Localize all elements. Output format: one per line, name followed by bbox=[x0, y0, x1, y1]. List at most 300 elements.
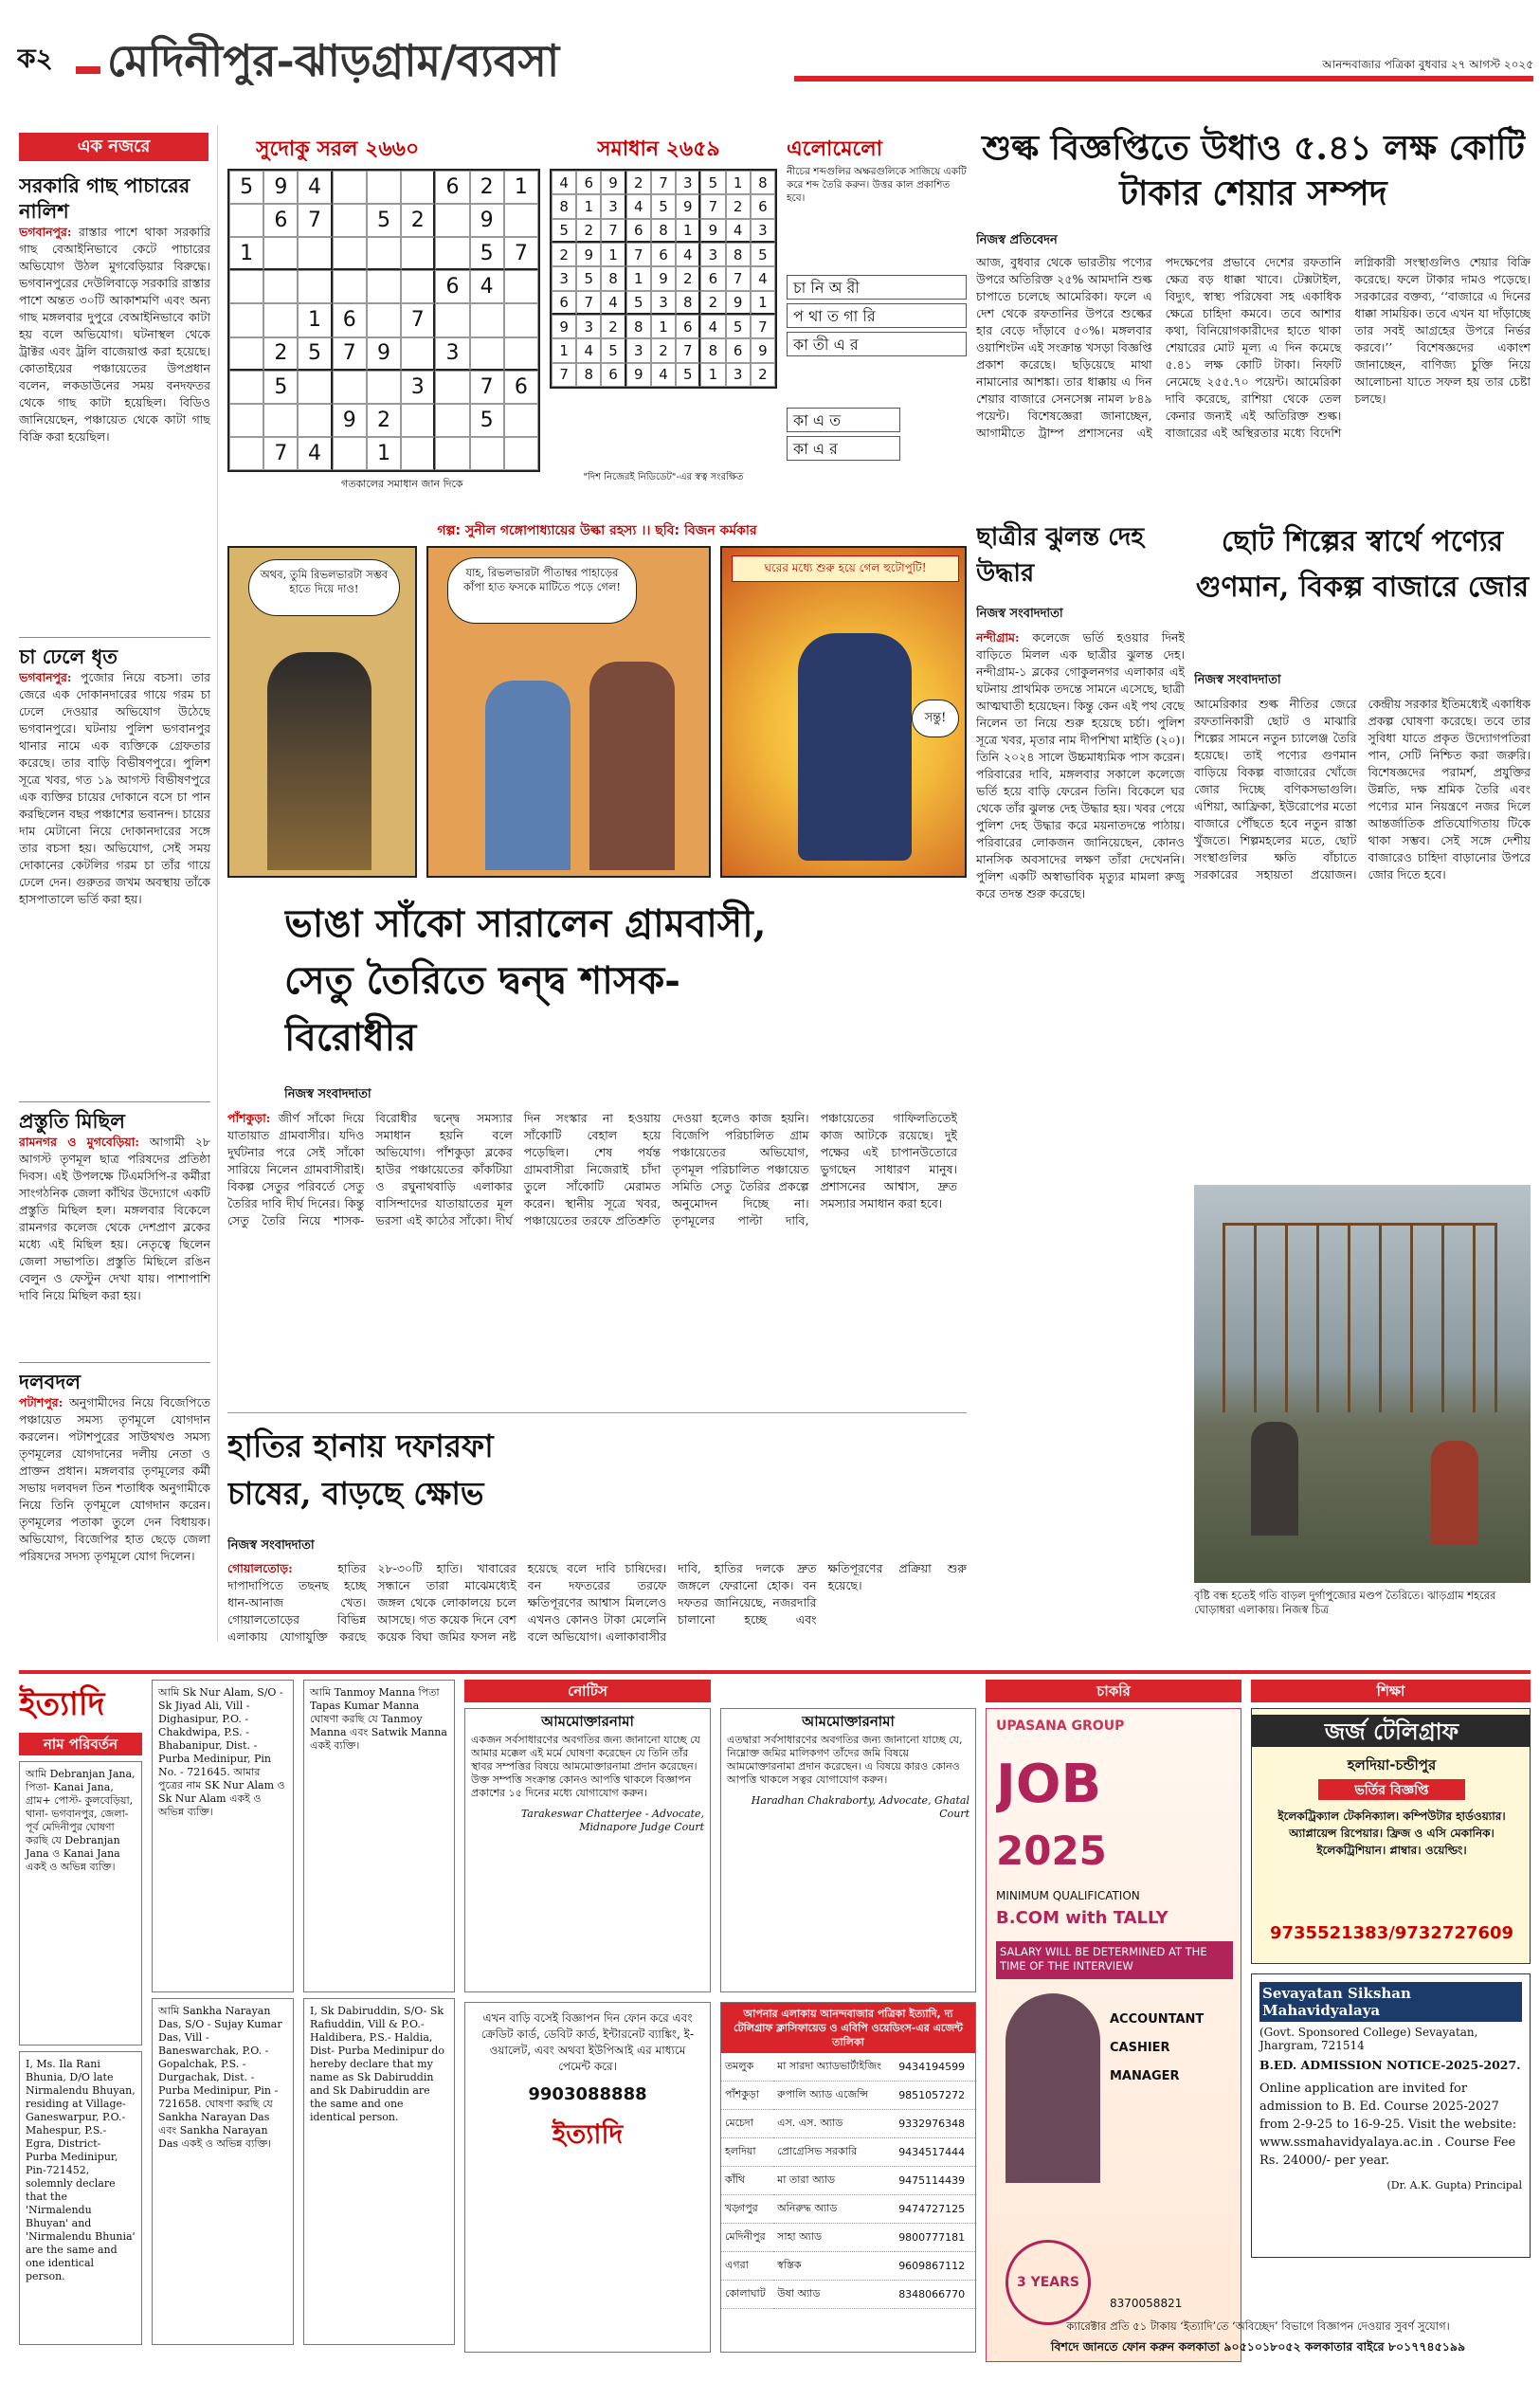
agents-box bbox=[720, 2002, 976, 2353]
agent-row bbox=[721, 2053, 975, 2082]
sudoku-cell: 7 bbox=[333, 337, 367, 371]
sudoku-cell: 4 bbox=[298, 437, 332, 470]
sudoku-cell[interactable] bbox=[298, 270, 332, 303]
solution-cell: 5 bbox=[576, 266, 601, 290]
sudoku-cell[interactable] bbox=[333, 437, 367, 470]
solution-footer: "দিশ নিজেরই নিডিডেট"-এর স্বত্ব সংরক্ষিত bbox=[583, 472, 744, 482]
solution-cell: 9 bbox=[726, 291, 751, 315]
sidebar bbox=[19, 125, 218, 1642]
comic-figure bbox=[589, 662, 675, 870]
sudoku-cell: 3 bbox=[435, 337, 469, 371]
lead-story bbox=[976, 125, 1531, 514]
student-byline: নিজস্ব সংবাদদাতা bbox=[976, 607, 1063, 621]
sudoku-grid[interactable] bbox=[227, 169, 540, 472]
classifieds-brand: ইত্যাদি bbox=[19, 1685, 105, 1723]
ad-booking-phone[interactable]: 9903088888 bbox=[528, 2084, 647, 2104]
msme-story bbox=[1194, 519, 1531, 1173]
education-tag: শিক্ষা bbox=[1251, 1680, 1531, 1702]
sudoku-cell: 2 bbox=[401, 204, 435, 237]
sudoku-cell[interactable] bbox=[263, 303, 298, 336]
solution-cell: 7 bbox=[576, 291, 601, 315]
sudoku-cell[interactable] bbox=[470, 437, 504, 470]
sudoku-panel bbox=[227, 133, 540, 493]
job-fair-ad[interactable] bbox=[986, 1708, 1241, 2362]
agent-phone[interactable]: 8348066770 bbox=[895, 2281, 975, 2309]
solution-cell: 6 bbox=[576, 171, 601, 194]
classified-ad: I, Ms. Ila Rani Bhunia, D/O late Nirmalendu Bhuyan, residing at Village- Ganeswarpur, P.O.- Mahespur, P.S.- Egra, District- Purba Medinipur, Pin-721452, solemnly declare that the 'Nirmalendu Bhuyan' and 'Nirmalendu Bhunia' are the same and one identical person. bbox=[19, 2051, 142, 2345]
solution-cell: 3 bbox=[576, 315, 601, 338]
solution-cell: 9 bbox=[676, 194, 700, 218]
sudoku-cell[interactable] bbox=[401, 437, 435, 470]
brief-body: পুজোর নিয়ে বচসা। তার জেরে এক দোকানদারের গায়ে গরম চা ঢেলে দেওয়ার অভিযোগ উঠেছে ভগবানপুরে। ঘটনায় পুলিশ ভগবানপুর থানার নামে এক ব্যক্তিকে গ্রেফতার করেছে। তার বাড়ি বিভীষণপুরে। পুলিশ সূত্রে খবর, গত ১৯ আগস্ট বিভীষণপুরে এক ব্যক্তির চায়ের দোকানে বসে চা পান করছিলেন বছর পঞ্চাশের ভবানন্দ। চায়ের দাম মেটানো নিয়ে দোকানদারের সঙ্গে তার বচসা হয়। অভিযোগ, সেই সময় দোকানের কেটলির গরম চা তাঁর গায়ে ঢেলে দেন। গুরুতর জখম অবস্থায় তাঁকে হাসপাতালে ভর্তি করা হয়। bbox=[19, 670, 210, 906]
sudoku-cell: 6 bbox=[333, 303, 367, 336]
solution-cell: 2 bbox=[626, 171, 651, 194]
sudoku-cell[interactable] bbox=[229, 270, 263, 303]
classifieds-section bbox=[19, 1680, 455, 2362]
classified-ad: আমি Sk Nur Alam, S/O - Sk Jiyad Ali, Vill - Dighasipur, P.O. - Chakdwipa, P.S. - Bhabanipur, Dist. - Purba Medinipur, Pin No. - 721645. আমার পুত্রের নাম SK Nur Alam ও Sk Nur Alam একই ও অভিন্ন ব্যক্তি। bbox=[152, 1680, 294, 1992]
solution-cell: 1 bbox=[576, 194, 601, 218]
school-title: জর্জ টেলিগ্রাফ bbox=[1252, 1715, 1531, 1747]
college-name: Sevayatan Sikshan Mahavidyalaya bbox=[1259, 1982, 1522, 2022]
worker-figure bbox=[1251, 1422, 1298, 1536]
sudoku-cell: 6 bbox=[504, 371, 538, 404]
agent-name: রুপালি অ্যাড এজেন্সি bbox=[773, 2082, 895, 2110]
solution-cell: 7 bbox=[626, 243, 651, 266]
solution-cell: 2 bbox=[601, 315, 625, 338]
experience-badge: 3 YEARS bbox=[1006, 2240, 1091, 2325]
agent-area: হলদিয়া bbox=[721, 2138, 773, 2167]
solution-cell: 7 bbox=[651, 171, 676, 194]
solution-cell: 8 bbox=[601, 266, 625, 290]
sudoku-cell[interactable] bbox=[333, 171, 367, 204]
comic-panel-1 bbox=[227, 546, 417, 878]
sudoku-cell[interactable] bbox=[401, 171, 435, 204]
job-fair-title: JOB bbox=[996, 1754, 1102, 1815]
solution-cell: 7 bbox=[552, 363, 576, 387]
solution-cell: 8 bbox=[651, 219, 676, 243]
notice-sign: Haradhan Chakraborty, Advocate, Ghatal Court bbox=[751, 1794, 969, 1820]
sudoku-cell: 2 bbox=[470, 171, 504, 204]
solution-cell: 7 bbox=[676, 338, 700, 362]
page-number: ক২ bbox=[17, 43, 53, 74]
admission-label: ভর্তির বিজ্ঞপ্তি bbox=[1318, 1779, 1465, 1800]
solution-cell: 2 bbox=[726, 194, 751, 218]
solution-cell: 7 bbox=[700, 194, 725, 218]
solution-cell: 4 bbox=[576, 338, 601, 362]
agent-area: এগরা bbox=[721, 2252, 773, 2281]
sudoku-cell[interactable] bbox=[504, 337, 538, 371]
sudoku-cell[interactable] bbox=[504, 437, 538, 470]
sudoku-cell: 4 bbox=[298, 171, 332, 204]
agents-title: আপনার এলাকায় আনন্দবাজার পত্রিকা ইত্যাদি, দ্য টেলিগ্রাফ ক্লাসিফায়েড ও এবিপি ওয়েডিংস-এর এজেন্ট তালিকা bbox=[721, 2003, 975, 2053]
notice-body: এতদ্বারা সর্বসাধারণের অবগতির জন্য জানানো যাচ্ছে যে, নিম্নোক্ত জমির মালিকগণ তাঁদের জমি বিষয়ে আমমোক্তারনামা প্রদান করেছেন। এ বিষয়ে কারও কোনও আপত্তি থাকলে সত্বর যোগাযোগ করুন। bbox=[727, 1734, 963, 1786]
college-body: Online application are invited for admission to B. Ed. Course 2025-2027 from 2-9-25 to 16-9-25. Visit the website: www.ssmahavidyalaya.ac.in . Course Fee Rs. 24000/- per year. bbox=[1259, 2082, 1517, 2168]
classified-ad: আমি Tanmoy Manna পিতা Tapas Kumar Manna ঘোষণা করছি যে Tanmoy Manna এবং Satwik Manna একই ব্যক্তি। bbox=[303, 1680, 455, 1992]
sidebar-tag: এক নজরে bbox=[19, 133, 208, 161]
solution-cell: 5 bbox=[751, 243, 775, 266]
brief-place: রামনগর ও মুগবেড়িয়া: bbox=[19, 1135, 139, 1149]
sudoku-cell[interactable] bbox=[229, 337, 263, 371]
candidate-figure bbox=[1006, 1993, 1100, 2183]
caption-box: ঘরের মধ্যে শুরু হয়ে গেল হুটোপুটি! bbox=[732, 555, 959, 582]
sudoku-cell: 5 bbox=[470, 237, 504, 270]
solution-cell: 6 bbox=[651, 243, 676, 266]
sudoku-cell[interactable] bbox=[263, 270, 298, 303]
comic-strip bbox=[227, 519, 967, 889]
solution-cell: 8 bbox=[676, 291, 700, 315]
comic-figure bbox=[798, 633, 912, 861]
header-rule-left bbox=[76, 66, 100, 74]
sudoku-cell[interactable] bbox=[504, 270, 538, 303]
sudoku-cell[interactable] bbox=[504, 204, 538, 237]
solution-cell: 3 bbox=[651, 291, 676, 315]
elephant-story bbox=[227, 1412, 967, 1659]
agent-phone[interactable]: 9851057272 bbox=[895, 2082, 975, 2110]
sudoku-cell: 5 bbox=[367, 204, 401, 237]
notice-box-1 bbox=[464, 1708, 711, 1992]
telegraph-ad[interactable] bbox=[1251, 1708, 1531, 1964]
sudoku-cell[interactable] bbox=[470, 303, 504, 336]
brief-title: চা ঢেলে ধৃত bbox=[19, 645, 118, 668]
solution-cell: 4 bbox=[626, 194, 651, 218]
solution-cell: 4 bbox=[651, 363, 676, 387]
brief-title: সরকারি গাছ পাচারের নালিশ bbox=[19, 173, 190, 223]
agent-area: তমলুক bbox=[721, 2053, 773, 2082]
solution-cell: 6 bbox=[601, 363, 625, 387]
classified-ad: I, Sk Dabiruddin, S/O- Sk Rafiuddin, Vill & P.O.- Haldibera, P.S.- Haldia, Dist- Purba Medinipur do hereby declare that my name as Sk Dabiruddin and Sk Dabiruddin are the same and one identical person. bbox=[303, 1998, 455, 2345]
solution-cell: 9 bbox=[751, 338, 775, 362]
notice-sign: Tarakeswar Chatterjee - Advocate, Midnapore Judge Court bbox=[520, 1808, 704, 1833]
sudoku-cell: 9 bbox=[333, 404, 367, 437]
student-story bbox=[976, 519, 1185, 1657]
scaffold-graphic bbox=[1223, 1223, 1497, 1412]
solution-cell: 5 bbox=[726, 315, 751, 338]
solution-cell: 9 bbox=[601, 171, 625, 194]
comic-panel-3 bbox=[720, 546, 967, 878]
qualification-value: B.COM with TALLY bbox=[996, 1908, 1169, 1928]
photo-caption: বৃষ্টি বন্ধ হতেই গতি বাড়ল দুর্গাপুজোর মণ্ডপ তৈরিতে। ঝাড়গ্রাম শহরের ঘোড়াধরা এলাকায়। নিজস্ব চিত্র bbox=[1194, 1589, 1496, 1616]
solution-cell: 1 bbox=[651, 315, 676, 338]
msme-headline: ছোট শিল্পের স্বার্থে পণ্যের গুণমান, বিকল্প বাজারে জোর bbox=[1195, 525, 1530, 604]
brief-title: দলবদল bbox=[19, 1370, 82, 1393]
brief-title: প্রস্তুতি মিছিল bbox=[19, 1109, 125, 1133]
solution-cell: 9 bbox=[576, 243, 601, 266]
student-body: কলেজে ভর্তি হওয়ার দিনই বাড়িতে মিলল এক ছাত্রীর ঝুলন্ত দেহ। নন্দীগ্রাম-১ ব্লকের গোকুলনগর এলাকার এই ঘটনায় প্রাথমিক তদন্তে সামনে এসেছে, ছাত্রী আত্মঘাতী হয়েছেন। কিন্তু কেন এই পথ বেছে নিলেন তা নিয়ে শুরু হয়েছে চর্চা। পুলিশ সূত্রে খবর, মৃতার নাম দীপশিখা মাইতি (২০)। তিনি ২০২৪ সালে উচ্চমাধ্যমিক পাস করেন। পরিবারের দাবি, মঙ্গলবার সকালে কলেজে ভর্তি হয়ে বাড়ি ফেরেন তিনি। বিকেলে ঘর থেকে তাঁর ঝুলন্ত দেহ উদ্ধার হয়। খবর পেয়ে পুলিশ দেহ উদ্ধার করে ময়নাতদন্তে পাঠায়। পরিবারের লোকজন জানিয়েছেন, কোনও মানসিক অবসাদের লক্ষণ তাঁরা দেখেননি। পুলিশ একটি অস্বাভাবিক মৃত্যুর মামলা রুজু করে তদন্ত শুরু করেছে। bbox=[976, 630, 1185, 900]
school-phones[interactable]: 9735521383/9732727609 bbox=[1269, 1923, 1514, 1943]
solution-title: সমাধান ২৬৫৯ bbox=[597, 136, 720, 161]
sudoku-title: সুদোকু সরল ২৬৬০ bbox=[256, 136, 420, 161]
agent-name: সাহা অ্যাড bbox=[773, 2224, 895, 2252]
solution-cell: 8 bbox=[751, 171, 775, 194]
solution-cell: 3 bbox=[552, 266, 576, 290]
sudoku-cell[interactable] bbox=[401, 337, 435, 371]
solution-cell: 8 bbox=[726, 243, 751, 266]
bridge-story bbox=[227, 896, 967, 1408]
sudoku-cell: 1 bbox=[367, 437, 401, 470]
sudoku-cell[interactable] bbox=[229, 437, 263, 470]
brief-4 bbox=[19, 1362, 210, 1642]
jumble-panel bbox=[787, 133, 967, 493]
agents-table bbox=[721, 2053, 975, 2309]
solution-cell: 2 bbox=[751, 363, 775, 387]
college-sign: (Dr. A.K. Gupta) Principal bbox=[1386, 2179, 1522, 2191]
notices-section bbox=[464, 1680, 976, 2362]
jumble-word-3: কা তী এ র bbox=[787, 332, 967, 356]
solution-cell: 5 bbox=[626, 291, 651, 315]
solution-cell: 1 bbox=[626, 266, 651, 290]
agent-row bbox=[721, 2082, 975, 2110]
sudoku-cell[interactable] bbox=[367, 171, 401, 204]
sudoku-cell[interactable] bbox=[401, 404, 435, 437]
comic-figure bbox=[485, 681, 571, 870]
solution-cell: 2 bbox=[700, 291, 725, 315]
sudoku-cell[interactable] bbox=[504, 404, 538, 437]
brief-body: রাস্তার পাশে থাকা সরকারি গাছ বেআইনিভাবে কেটে পাচারের অভিযোগ উঠল মুগবেড়িয়ার বিরুদ্ধে। ভগবানপুরের দেউলিবাড়ে সরকারি রাস্তার পাশে অন্তত ৩০টি আকাশমণি এবং অন্য গাছ মঙ্গলবার দুপুরে বেআইনিভাবে কাটা হয় বলে অভিযোগ। ঘটনাস্থল থেকে ট্রাক্টর এবং ট্রলি বাজেয়াপ্ত করা হয়েছে। কোতাইয়ের পঞ্চায়েতের উপপ্রধান বলেন, লকডাউনের সময় বনদফতর থেকে গাছ কাটা হয়েছিল। বিডিও জানিয়েছেন, পঞ্চায়েত থেকে কাটা গাছ বিক্রি করা হয়েছিল। bbox=[19, 225, 210, 444]
speech-bubble: যাহ, রিভলভারটা পীতাম্বর পাহাড়ের কাঁপা হাত ফসকে মাটিতে পড়ে গেল! bbox=[447, 557, 637, 624]
sudoku-cell: 1 bbox=[504, 171, 538, 204]
sudoku-cell: 6 bbox=[435, 270, 469, 303]
sudoku-cell[interactable] bbox=[401, 270, 435, 303]
company-name: UPASANA GROUP bbox=[996, 1718, 1125, 1734]
page-header bbox=[17, 28, 1533, 85]
solution-cell: 7 bbox=[601, 219, 625, 243]
sudoku-cell[interactable] bbox=[367, 237, 401, 270]
notice-body: একজন সর্বসাধারণের অবগতির জন্য জানানো যাচ্ছে যে আমার মক্কেল এই মর্মে ঘোষণা করেছেন যে তিনি তাঁর স্থাবর সম্পত্তির বিষয়ে আমমোক্তারনামা প্রদান করেছেন। উক্ত সম্পত্তি সংক্রান্ত কোনও আপত্তি থাকলে বিজ্ঞাপন প্রকাশের ১৫ দিনের মধ্যে যোগাযোগ করুন। bbox=[471, 1734, 700, 1799]
bridge-byline: নিজস্ব সংবাদদাতা bbox=[284, 1087, 371, 1101]
sudoku-cell: 2 bbox=[367, 404, 401, 437]
college-ad bbox=[1251, 1973, 1531, 2258]
solution-cell: 2 bbox=[576, 219, 601, 243]
sudoku-cell[interactable] bbox=[263, 404, 298, 437]
news-photo bbox=[1194, 1185, 1531, 1630]
agent-phone[interactable]: 9609867112 bbox=[895, 2252, 975, 2281]
sudoku-cell[interactable] bbox=[504, 303, 538, 336]
lead-headline: শুল্ক বিজ্ঞপ্তিতে উধাও ৫.৪১ লক্ষ কোটি টাকার শেয়ার সম্পদ bbox=[982, 128, 1525, 213]
sudoku-cell[interactable] bbox=[298, 404, 332, 437]
sudoku-cell[interactable] bbox=[333, 270, 367, 303]
solution-cell: 7 bbox=[751, 315, 775, 338]
bridge-body: জীর্ণ সাঁকো দিয়ে যাতায়াত গ্রামবাসীর। যদিও দুর্ঘটনার পরে সেই সাঁকো সারিয়ে নিলেন গ্রামবাসীরাই। বিকল্প সেতুর পরিবর্তে সেতু তৈরির দাবি দীর্ঘ দিনের। কিন্তু সেতু তৈরি নিয়ে শাসক-বিরোধীর দ্বন্দ্বে সমস্যার সমাধান হয়নি বলে অভিযোগ। পাঁশকুড়া ব্লকের হাউর পঞ্চায়েতের কাঁকটিয়া ও রঘুনাথবাড়ি এলাকার বাসিন্দাদের যাতায়াতের মূল ভরসা এই কাঠের সাঁকো। দীর্ঘ দিন সংস্কার না হওয়ায় সাঁকোটি বেহাল হয়ে পড়েছিল। শেষ পর্যন্ত গ্রামবাসীরা নিজেরাই চাঁদা তুলে সাঁকোটি মেরামত করেন। স্থানীয় সূত্রে খবর, পঞ্চায়েতের তরফে প্রতিশ্রুতি দেওয়া হলেও কাজ হয়নি। বিজেপি পরিচালিত গ্রাম পঞ্চায়েতের অভিযোগ, তৃণমূল পরিচালিত পঞ্চায়েত সমিতি সেতু তৈরির প্রকল্পে অনুমোদন দিচ্ছে না। তৃণমূলের পাল্টা দাবি, পঞ্চায়েতের গাফিলতিতেই কাজ আটকে রয়েছে। দুই পক্ষের এই চাপানউতোরে ভুগছেন সাধারণ মানুষ। প্রশাসনের আশ্বাস, দ্রুত সমস্যার সমাধান করা হবে। bbox=[227, 1111, 957, 1227]
jobs-section bbox=[986, 1680, 1241, 2362]
sudoku-cell[interactable] bbox=[333, 371, 367, 404]
notices-tag: নোটিস bbox=[464, 1680, 711, 1702]
sudoku-cell: 5 bbox=[298, 337, 332, 371]
solution-cell: 5 bbox=[552, 219, 576, 243]
header-rule-right bbox=[794, 76, 1533, 82]
agent-area: মেদিনীপুর bbox=[721, 2224, 773, 2252]
solution-cell: 5 bbox=[651, 194, 676, 218]
agent-row bbox=[721, 2224, 975, 2252]
sudoku-cell[interactable] bbox=[435, 237, 469, 270]
sudoku-cell[interactable] bbox=[435, 303, 469, 336]
agent-name: মা তারা অ্যাড bbox=[773, 2167, 895, 2195]
jumble-title: এলোমেলো bbox=[787, 136, 883, 161]
school-branch: হলদিয়া-চন্ডীপুর bbox=[1347, 1756, 1437, 1773]
sudoku-cell[interactable] bbox=[333, 204, 367, 237]
jumble-word-1: চা নি অ রী bbox=[787, 275, 967, 300]
brief-3 bbox=[19, 1101, 210, 1348]
solution-cell: 1 bbox=[676, 219, 700, 243]
brief-2 bbox=[19, 637, 210, 1082]
jumble-intro: নীচের শব্দগুলির অক্ষরগুলিকে সাজিয়ে একটি করে শব্দ তৈরি করুন। উত্তর কাল প্রকাশিত হবে। bbox=[787, 166, 967, 204]
sudoku-cell: 1 bbox=[229, 237, 263, 270]
admission-notice: B.ED. ADMISSION NOTICE-2025-2027. bbox=[1259, 2058, 1521, 2072]
solution-panel bbox=[550, 133, 777, 493]
solution-cell: 6 bbox=[676, 315, 700, 338]
sudoku-cell: 7 bbox=[263, 437, 298, 470]
bridge-place: পাঁশকুড়া: bbox=[227, 1111, 271, 1125]
solution-cell: 6 bbox=[726, 338, 751, 362]
worker-figure bbox=[1431, 1441, 1478, 1545]
elephant-body-block bbox=[227, 1560, 967, 1655]
solution-cell: 1 bbox=[552, 338, 576, 362]
agent-area: মেচেদা bbox=[721, 2110, 773, 2138]
sudoku-cell[interactable] bbox=[367, 270, 401, 303]
solution-cell: 3 bbox=[700, 243, 725, 266]
agent-row bbox=[721, 2138, 975, 2167]
sudoku-cell: 7 bbox=[504, 237, 538, 270]
agent-name: উষা অ্যাড bbox=[773, 2281, 895, 2309]
agent-phone[interactable]: 9434517444 bbox=[895, 2138, 975, 2167]
brief-place: ভগবানপুর: bbox=[19, 670, 72, 684]
solution-cell: 7 bbox=[726, 266, 751, 290]
comic-panel-2 bbox=[426, 546, 711, 878]
ad-booking-box bbox=[464, 2002, 711, 2353]
sudoku-cell[interactable] bbox=[229, 404, 263, 437]
solution-cell: 3 bbox=[626, 338, 651, 362]
sudoku-cell: 9 bbox=[470, 204, 504, 237]
solution-cell: 4 bbox=[601, 291, 625, 315]
agent-row bbox=[721, 2195, 975, 2224]
solution-cell: 9 bbox=[651, 266, 676, 290]
agent-phone[interactable]: 9474727125 bbox=[895, 2195, 975, 2224]
jumble-word-5: কা এ র bbox=[787, 436, 900, 461]
msme-byline: নিজস্ব সংবাদদাতা bbox=[1194, 673, 1281, 687]
speech-bubble: অথব, তুমি রিভলভারটা সম্ভব হাতে দিয়ে দাও! bbox=[248, 559, 400, 616]
comic-caption: গল্প: সুনীল গঙ্গোপাধ্যায়ের উল্কা রহস্য ।। ছবি: বিজন কর্মকার bbox=[437, 523, 757, 538]
sudoku-cell[interactable] bbox=[401, 237, 435, 270]
classifieds-rule bbox=[19, 1670, 1531, 1674]
agent-row bbox=[721, 2110, 975, 2138]
role-1: ACCOUNTANT bbox=[1110, 2012, 1205, 2027]
sudoku-cell[interactable] bbox=[263, 237, 298, 270]
jobs-tag: চাকরি bbox=[986, 1680, 1241, 1702]
sudoku-cell: 5 bbox=[229, 171, 263, 204]
sudoku-cell: 6 bbox=[435, 171, 469, 204]
student-headline: ছাত্রীর ঝুলন্ত দেহ উদ্ধার bbox=[976, 523, 1145, 588]
jumble-word-2: প থা ত গা রি bbox=[787, 303, 967, 328]
agent-area: খড়্গপুর bbox=[721, 2195, 773, 2224]
role-2: CASHIER bbox=[1110, 2041, 1170, 2055]
solution-cell: 1 bbox=[751, 291, 775, 315]
section-title: মেদিনীপুর-ঝাড়গ্রাম/ব্যবসা bbox=[107, 35, 560, 85]
name-change-tag: নাম পরিবর্তন bbox=[19, 1733, 142, 1755]
agent-phone[interactable]: 9332976348 bbox=[895, 2110, 975, 2138]
sudoku-cell: 3 bbox=[401, 371, 435, 404]
student-place: নন্দীগ্রাম: bbox=[976, 630, 1020, 645]
classified-ad: আমি Sankha Narayan Das, S/O - Sujay Kumar Das, Vill - Baneswarchak, P.O. - Gopalchak, P.S. - Durgachak, Dist. - Purba Medinipur, Pin - 721658. ঘোষণা করছি যে Sankha Narayan Das এবং Sankha Narayan Das একই ও অভিন্ন ব্যক্তি। bbox=[152, 1998, 294, 2345]
bottom-line-1: ক্যারেক্টার প্রতি ৫১ টাকায় ‘ইত্যাদি’তে ‘অবিচ্ছেদ’ বিভাগে বিজ্ঞাপন দেওয়ার সুবর্ণ সুযোগ। bbox=[1066, 2319, 1450, 2333]
ad-booking-brand: ইত্যাদি bbox=[552, 2118, 624, 2150]
sudoku-cell[interactable] bbox=[298, 237, 332, 270]
solution-cell: 3 bbox=[751, 219, 775, 243]
qualification-label: MINIMUM QUALIFICATION bbox=[996, 1889, 1140, 1902]
college-sub: (Govt. Sponsored College) Sevayatan, Jhargram, 721514 bbox=[1259, 2026, 1478, 2052]
solution-cell: 2 bbox=[676, 266, 700, 290]
sudoku-cell: 7 bbox=[298, 204, 332, 237]
solution-cell: 5 bbox=[676, 363, 700, 387]
solution-cell: 9 bbox=[700, 219, 725, 243]
solution-cell: 8 bbox=[626, 315, 651, 338]
solution-cell: 8 bbox=[552, 194, 576, 218]
solution-cell: 5 bbox=[700, 171, 725, 194]
agent-name: প্রোগ্রেসিভ সরকারি bbox=[773, 2138, 895, 2167]
solution-cell: 2 bbox=[651, 338, 676, 362]
sudoku-cell: 9 bbox=[263, 171, 298, 204]
agent-phone[interactable]: 9800777181 bbox=[895, 2224, 975, 2252]
agent-name: অনিরুদ্ধ অ্যাড bbox=[773, 2195, 895, 2224]
solution-cell: 3 bbox=[726, 363, 751, 387]
solution-cell: 5 bbox=[601, 338, 625, 362]
brief-1 bbox=[19, 173, 210, 618]
sudoku-cell[interactable] bbox=[435, 371, 469, 404]
sudoku-cell: 5 bbox=[263, 371, 298, 404]
solution-cell: 4 bbox=[726, 219, 751, 243]
bridge-headline: ভাঙা সাঁকো সারালেন গ্রামবাসী, সেতু তৈরিতে দ্বন্দ্ব শাসক-বিরোধীর bbox=[284, 901, 767, 1060]
elephant-byline: নিজস্ব সংবাদদাতা bbox=[227, 1538, 315, 1553]
agent-phone[interactable]: 9475114439 bbox=[895, 2167, 975, 2195]
sudoku-cell: 2 bbox=[263, 337, 298, 371]
role-3: MANAGER bbox=[1110, 2069, 1180, 2083]
solution-grid bbox=[550, 169, 777, 389]
sudoku-cell[interactable] bbox=[470, 337, 504, 371]
notice-box-2 bbox=[720, 1708, 976, 1992]
solution-cell: 4 bbox=[552, 171, 576, 194]
sudoku-cell: 7 bbox=[401, 303, 435, 336]
sudoku-cell[interactable] bbox=[367, 303, 401, 336]
sudoku-cell[interactable] bbox=[367, 371, 401, 404]
elephant-headline: হাতির হানায় দফারফা চাষের, বাড়ছে ক্ষোভ bbox=[227, 1427, 494, 1512]
dateline: আনন্দবাজার পত্রিকা বুধবার ২৭ আগস্ট ২০২৫ bbox=[1322, 58, 1533, 71]
solution-cell: 3 bbox=[676, 171, 700, 194]
sudoku-cell: 4 bbox=[470, 270, 504, 303]
sudoku-cell[interactable] bbox=[333, 237, 367, 270]
solution-cell: 2 bbox=[552, 243, 576, 266]
sudoku-cell[interactable] bbox=[229, 371, 263, 404]
sudoku-cell: 9 bbox=[367, 337, 401, 371]
brief-body: অনুগামীদের নিয়ে বিজেপিতে পঞ্চায়েত সমস্য তৃণমূলে যোগদান করলেন। পটাশপুরের সাউথখণ্ড সমস্য তৃণমূলের যোগদানের দলীয় নেতা ও প্রাক্তন প্রধান। মঙ্গলবার তৃণমূলের কর্মী সভায় দলবদল তিন শতাধিক অনুগামীকে নিয়ে তিনি তৃণমূলে যোগদান করেন। তৃণমূলের পতাকা তুলে দেন বিধায়ক। অভিযোগ, বিজেপির হাত ছেড়ে জেলা পরিষদের সদস্য তৃণমূলে যোগ দিলেন। bbox=[19, 1395, 210, 1563]
sudoku-cell: 5 bbox=[470, 404, 504, 437]
solution-cell: 6 bbox=[626, 219, 651, 243]
job-phone[interactable]: 8370058821 bbox=[1110, 2297, 1183, 2310]
sudoku-cell[interactable] bbox=[298, 371, 332, 404]
solution-cell: 1 bbox=[601, 243, 625, 266]
agent-area: কাঁথি bbox=[721, 2167, 773, 2195]
sudoku-cell[interactable] bbox=[229, 303, 263, 336]
sudoku-cell[interactable] bbox=[229, 204, 263, 237]
sudoku-cell[interactable] bbox=[435, 204, 469, 237]
sudoku-cell[interactable] bbox=[435, 437, 469, 470]
brief-place: ভগবানপুর: bbox=[19, 225, 72, 239]
solution-cell: 6 bbox=[751, 194, 775, 218]
agent-phone[interactable]: 9434194599 bbox=[895, 2053, 975, 2082]
elephant-body: হাতির দাপাদাপিতে তছনছ হচ্ছে ধান-আনাজ খেত। গোয়ালতোড়ের বিভিন্ন এলাকায় যোগাযুক্তি করছে ২৮-৩০টি হাতি। খাবারের সন্ধানে তারা মাঝেমধ্যেই জঙ্গল থেকে লোকালয়ে চলে আসছে। গত কয়েক দিনে বেশ কয়েক বিঘা জমির ফসল নষ্ট হয়েছে বলে দাবি চাষিদের। বন দফতরের তরফে ক্ষতিপূরণের আশ্বাস মিললেও এখনও কোনও টাকা মেলেনি বলে অভিযোগ। এলাকাবাসীর দাবি, হাতির দলকে দ্রুত জঙ্গলে ফেরানো হোক। বন দফতর জানিয়েছে, নজরদারি চালানো হচ্ছে এবং ক্ষতিপূরণের প্রক্রিয়া শুরু হয়েছে। bbox=[227, 1561, 967, 1644]
sudoku-cell[interactable] bbox=[435, 404, 469, 437]
ad-booking-text: এখন বাড়ি বসেই বিজ্ঞাপন দিন ফোন করে এবং ক্রেডিট কার্ড, ডেবিট কার্ড, ইন্টারনেট ব্যাঙ্কিং, ই-ওয়ালেট, এবং অথবা ইউপিআই এর মাধ্যমে পেমেন্ট করে। bbox=[480, 2011, 695, 2073]
agent-name: স্বস্তিক bbox=[773, 2252, 895, 2281]
salary-note: SALARY WILL BE DETERMINED AT THE TIME OF THE INTERVIEW bbox=[996, 1941, 1233, 1979]
agent-row bbox=[721, 2281, 975, 2309]
